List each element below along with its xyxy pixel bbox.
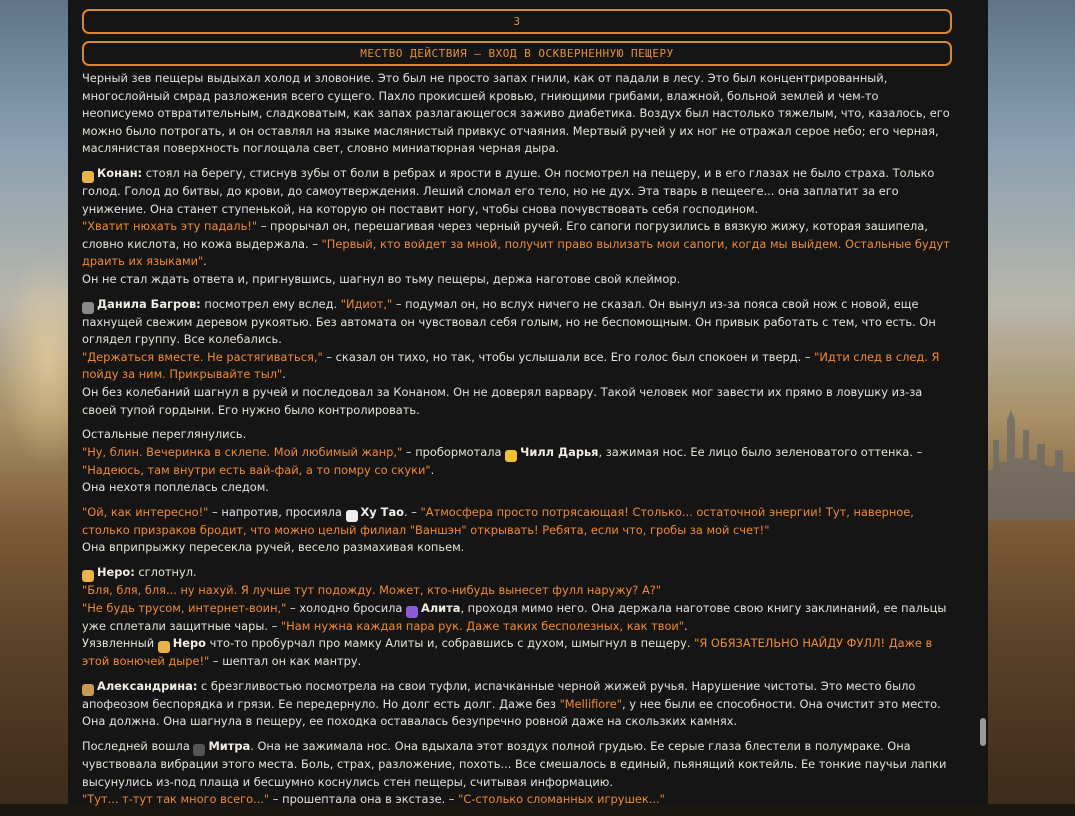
- dialogue-quote: "Первый, кто войдет за мной, получит право вылизать мои сапоги, когда мы выйдем. Остальные будут драить их языками": [82, 236, 950, 269]
- narration-text: , у нее были ее способности. Она очистит это место. Она должна. Она шагнула в пещеру, ее походка оставалась безупречно ровной даже на скользких камнях.: [82, 696, 941, 729]
- narration-text: . –: [403, 504, 421, 519]
- narration-text: – холодно бросила: [286, 600, 406, 615]
- story-paragraph: [82, 738, 950, 809]
- character-name: Неро:: [97, 565, 135, 580]
- story-paragraph: [82, 296, 950, 420]
- character-name: Конан:: [97, 165, 143, 180]
- videocassette-icon: [82, 302, 94, 314]
- dialogue-quote: "Ой, как интересно!": [82, 504, 209, 519]
- narration-text: Он не стал ждать ответа и, пригнувшись, шагнул во тьму пещеры, держа наготове свой клеймор.: [82, 271, 681, 286]
- character-name: Ху Тао: [360, 504, 404, 519]
- character-name: Чилл Дарья: [520, 444, 599, 459]
- dialogue-quote: "Бля, бля, бля... ну нахуй. Я лучше тут подожду. Может, кто-нибудь вынесет фулл наружу? А?": [82, 583, 662, 598]
- narration-text: Остальные переглянулись.: [82, 427, 247, 442]
- narration-text: .: [684, 618, 688, 633]
- mage-icon: [406, 606, 418, 618]
- dialogue-quote: "Тут... т-тут так много всего...": [82, 792, 270, 807]
- narration-text: Она вприпрыжку пересекла ручей, весело размахивая копьем.: [82, 540, 465, 555]
- narration-text: .: [282, 367, 286, 382]
- scrollbar-track[interactable]: [978, 0, 988, 804]
- dialogue-quote: "Ну, блин. Вечеринка в склепе. Мой любимый жанр,": [82, 444, 403, 459]
- character-name: Неро: [172, 636, 207, 651]
- story-paragraph: [82, 70, 950, 158]
- narration-text: .: [203, 254, 207, 269]
- story-paragraph: [82, 426, 950, 497]
- dialogue-quote: "Не будь трусом, интернет-воин,": [82, 600, 287, 615]
- narration-text: – напротив, просияла: [208, 504, 346, 519]
- narration-text: .: [430, 462, 435, 477]
- narration-text: Черный зев пещеры выдыхал холод и зловоние. Это был не просто запах гнили, как от падали в лесу. Это был концентрированный, многослойный смрад разложения всего сущего. Пахло прокисшей кровью, гниющими грибами, влажной, больной землей и чем-то неописуемо отвратительным, сладковатым, как запах разлагающегося заживо диабетика. Воздух был настолько тяжелым, что, казалось, его можно было потрогать, и он оставлял на языке маслянистый привкус отчаяния. Мертвый ручей у их ног не отражал серое небо; его черная, маслянистая поверхность поглощала свет, словно миниатюрная черная дыра.: [82, 71, 950, 156]
- flexed-biceps-icon: [82, 171, 94, 183]
- broom-icon: [82, 684, 94, 696]
- narration-text: – прошептала она в экстазе. –: [269, 792, 459, 807]
- spider-icon: [193, 744, 205, 756]
- dialogue-quote: "Надеюсь, там внутри есть вай-фай, а то помру со скуки": [82, 462, 431, 477]
- dialogue-quote: "Идиот,": [340, 296, 393, 311]
- dialogue-quote: "С-столько сломанных игрушек...": [458, 792, 665, 807]
- dialogue-quote: "Идти след в след. Я пойду за ним. Прикрывайте тыл": [82, 349, 940, 382]
- narration-text: Уязвленный: [82, 636, 158, 651]
- narration-text: Последней вошла: [82, 739, 194, 754]
- character-name: Алита: [421, 600, 461, 615]
- character-name: Александрина:: [97, 678, 198, 693]
- dialogue-quote: "Я ОБЯЗАТЕЛЬНО НАЙДУ ФУЛЛ! Даже в этой вонючей дыре!": [82, 636, 933, 669]
- chapter-counter-box: 3: [82, 9, 952, 34]
- ruined-city-silhouette: [985, 400, 1075, 520]
- story-paragraph: [82, 564, 950, 671]
- narration-text: стоял на берегу, стиснув зубы от боли в ребрах и ярости в душе. Он посмотрел на пещеру, и в его глазах не было страха. Только голод. Голод до битвы, до крови, до самоутверждения. Леший сломал его тело, но не дух. Эта тварь в пещееге... она заплатит за его унижение. Она станет ступенькой, на которую он поставит ногу, чтобы снова почувствовать себя господином.: [82, 165, 935, 216]
- narration-text: посмотрел ему вслед.: [200, 296, 341, 311]
- chat-panel: [68, 0, 988, 807]
- story-paragraph: [82, 165, 950, 289]
- ghost-icon: [346, 510, 358, 522]
- sunglasses-face-icon: [505, 450, 517, 462]
- dialogue-quote: "Атмосфера просто потрясающая! Столько... остаточной энергии! Тут, наверное, столько призраков бродит, что можно целый филиал "Ваншэн" открывать! Ребята, если что, гробы за мой счет!": [82, 504, 914, 537]
- narration-text: сглотнул.: [134, 565, 197, 580]
- dialogue-quote: "Нам нужна каждая пара рук. Даже таких бесполезных, как твои": [280, 618, 685, 633]
- narration-text: Он без колебаний шагнул в ручей и последовал за Конаном. Он не доверял варвару. Такой человек мог завести их прямо в ловушку из-за своей тупой гордыни. Его нужно было контролировать.: [82, 384, 923, 417]
- scene-location-box: МЕСТВО ДЕЙСТВИЯ – ВХОД В ОСКВЕРНЕННУЮ ПЕЩЕРУ: [82, 41, 952, 66]
- narration-text: что-то пробурчал про мамку Алиты и, собравшись с духом, шмыгнул в пещеру.: [206, 636, 695, 651]
- story-paragraph: [82, 504, 950, 557]
- narration-text: – шептал он как мантру.: [209, 654, 362, 669]
- narration-text: – сказал он тихо, но так, чтобы услышали все. Его голос был спокоен и тверд. –: [322, 349, 815, 364]
- narration-text: Она нехотя поплелась следом.: [82, 480, 269, 495]
- dialogue-quote: "Держаться вместе. Не растягиваться,": [82, 349, 323, 364]
- story-message: [82, 70, 950, 816]
- narration-text: . Она не зажимала нос. Она вдыхала этот воздух полной грудью. Ее серые глаза блестели в полумраке. Она чувствовала вибрации этого места. Боль, страх, разложение, похоть... Все смешалось в единый, пьянящий коктейль. Ее тонкие паучьи лапки высунулись из-под плаща и бесшумно коснулись стен пещеры, считывая информацию.: [82, 739, 947, 789]
- narration-text: – прорычал он, перешагивая через черный ручей. Его сапоги погрузились в вязкую жижу, которая зашипела, словно кислота, но кожа выдержала. –: [82, 219, 928, 251]
- narration-text: , зажимая нос. Ее лицо было зеленоватого оттенка. –: [598, 444, 923, 459]
- narration-text: с брезгливостью посмотрела на свои туфли, испачканные черной жижей ручья. Нарушение чистоты. Это место было апофеозом беспорядка и грязи. Ее передернуло. Но долг есть долг. Даже без: [82, 678, 916, 711]
- dialogue-quote: "Mellifiore": [559, 696, 622, 711]
- rock-hand-icon: [82, 570, 94, 582]
- scrollbar-thumb[interactable]: [980, 718, 986, 746]
- narration-text: – пробормотала: [402, 444, 506, 459]
- story-paragraph: [82, 678, 950, 731]
- narration-text: – подумал он, но вслух ничего не сказал. Он вынул из-за пояса свой нож с новой, еще пахнущей свежим деревом рукоятью. Без автомата он чувствовал себя голым, но не беспомощным. Он привык работать с тем, что есть. Он оглядел группу. Все колебались.: [82, 296, 936, 347]
- character-name: Митра: [208, 739, 251, 754]
- dialogue-quote: "Хватит нюхать эту падаль!": [82, 219, 258, 234]
- rock-hand-icon: [158, 641, 170, 653]
- character-name: Данила Багров:: [97, 296, 201, 311]
- narration-text: , проходя мимо него. Она держала наготове свою книгу заклинаний, ее пальцы уже сплетали защитные чары. –: [82, 600, 947, 633]
